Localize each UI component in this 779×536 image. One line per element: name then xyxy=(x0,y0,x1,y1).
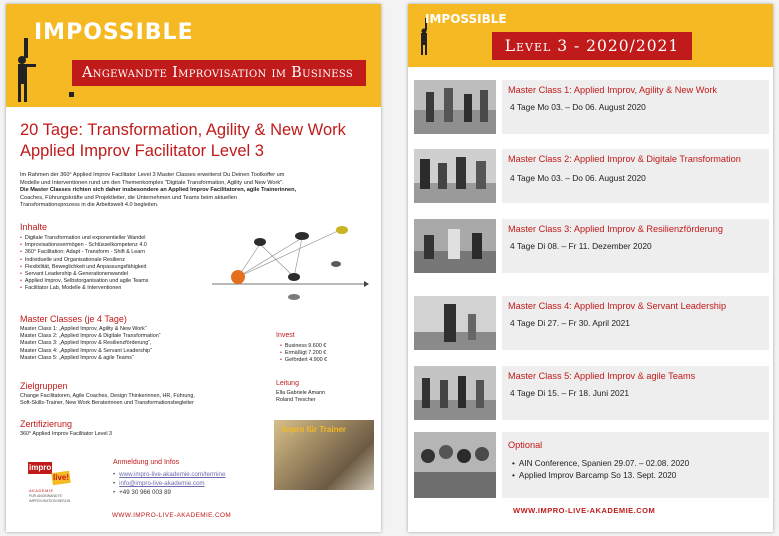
headline xyxy=(20,120,370,162)
list-item: • Individuelle und Organisationale Resilienz xyxy=(20,257,148,264)
list-item: • Servant Leadership & Generationenwandel xyxy=(20,271,148,278)
zertifizierung-text: 360° Applied Improv Facilitator Level 3 xyxy=(20,431,113,437)
master-class-title: Master Class 5: Applied Improv & agile Teams xyxy=(508,371,696,381)
master-class-dates: 4 Tage Mo 03. – Do 06. August 2020 xyxy=(510,102,646,112)
photo-caption: Impro für Trainer xyxy=(282,425,347,434)
master-class-box xyxy=(502,296,769,350)
master-class-title: Master Class 3: Applied Improv & Resilienzförderung xyxy=(508,224,723,234)
section-title-invest: Invest xyxy=(276,332,295,339)
master-class-dates: 4 Tage Mo 03. – Do 06. August 2020 xyxy=(510,173,646,183)
list-item xyxy=(113,479,225,488)
transformation-diagram-image xyxy=(202,222,372,307)
master-class-row xyxy=(414,366,769,420)
section-title-inhalte: Inhalte xyxy=(20,222,48,232)
website-link[interactable]: www.impro-live-akademie.com/termine xyxy=(119,471,226,478)
list-item: • Business 9.600 € xyxy=(280,343,327,350)
logo-subtext: FÜR ANGEWANDTE xyxy=(29,494,62,498)
zielgruppen-text xyxy=(20,393,195,407)
intro-line: Transformationsprozess in die Arbeitswelt 4.0 begleiten. xyxy=(20,202,159,209)
section-title-zielgruppen: Zielgruppen xyxy=(20,381,68,391)
footer-url: WWW.IMPRO-LIVE-AKADEMIE.COM xyxy=(513,506,656,515)
contact-title: Anmeldung und Infos xyxy=(113,459,180,466)
list-item: • Gefördert 4.900 € xyxy=(280,357,327,364)
intro-line: Coaches, Führungskräfte und Projektleiter, die Unternehmen und Teams beim aktuellen xyxy=(20,194,237,201)
master-class-dates: 4 Tage Di 15. – Fr 18. Juni 2021 xyxy=(510,388,630,398)
master-class-box xyxy=(502,219,769,273)
headline-line-1: 20 Tage: Transformation, Agility & New Work xyxy=(20,121,346,139)
optional-box xyxy=(502,432,769,498)
workshop-photo xyxy=(414,80,496,134)
group-photo xyxy=(414,432,496,498)
brochure-page-right xyxy=(408,4,773,532)
leitung-list xyxy=(276,390,325,404)
section-title-zertifizierung: Zertifizierung xyxy=(20,419,73,429)
master-class-title: Master Class 1: Applied Improv, Agility & New Work xyxy=(508,85,717,95)
inhalte-list xyxy=(20,235,148,293)
list-item: Master Class 2: „Applied Improv & Digitale Transformation“ xyxy=(20,333,161,340)
section-title-leitung: Leitung xyxy=(276,380,299,387)
list-item: • Applied Improv Barcamp So 13. Sept. 2020 xyxy=(512,470,689,482)
master-class-box xyxy=(502,149,769,203)
master-class-title: Master Class 4: Applied Improv & Servant Leadership xyxy=(508,301,727,311)
optional-list xyxy=(512,458,689,482)
list-item: • Improvisationsvermögen - Schlüsselkompetenz 4.0 xyxy=(20,242,148,249)
list-item: Ella Gabriele Amann xyxy=(276,390,326,396)
master-class-box xyxy=(502,366,769,420)
list-item xyxy=(113,470,225,479)
text-line: Change Facilitatoren, Agile Coaches, Design Thinkerinnen, HR, Führung, xyxy=(20,393,195,399)
brochure-page-left xyxy=(6,4,381,532)
master-class-box xyxy=(502,80,769,134)
master-class-row xyxy=(414,219,769,273)
list-item: • Applied Improv, Selbstorganisation und agile Teams xyxy=(20,278,148,285)
optional-title: Optional xyxy=(508,440,543,450)
email-link[interactable]: info@impro-live-akademie.com xyxy=(119,480,205,487)
level-banner: Level 3 - 2020/2021 xyxy=(492,32,692,60)
list-item: Roland Trescher xyxy=(276,397,316,404)
intro-line: Die Master Classes richten sich daher insbesondere an Applied Improv Facilitatoren, agile Trainerinnen, xyxy=(20,187,297,194)
footer-url: WWW.IMPRO-LIVE-AKADEMIE.COM xyxy=(112,512,232,519)
headline-line-2: Applied Improv Facilitator Level 3 xyxy=(20,142,264,160)
workshop-photo xyxy=(414,219,496,273)
list-item: Master Class 1: „Applied Improv, Agility & New Work“ xyxy=(20,326,147,332)
master-class-dates: 4 Tage Di 08. – Fr 11. Dezember 2020 xyxy=(510,241,652,251)
list-item: Master Class 4: „Applied Improv & Servant Leadership“ xyxy=(20,347,152,354)
contact-list xyxy=(113,470,225,497)
master-classes-list xyxy=(20,326,161,362)
master-class-row xyxy=(414,296,769,350)
section-title-master-classes: Master Classes (je 4 Tage) xyxy=(20,314,127,324)
logo-subtext: AKADEMIE xyxy=(29,488,54,493)
logo-subtext: IMPROVISATION BERLIN xyxy=(29,499,71,503)
impossible-logo: IMPOSSIBLE xyxy=(425,12,507,26)
decor-mark xyxy=(69,92,74,97)
intro-line: Im Rahmen der 360° Applied Improv Facilitator Level 3 Master Classes erweiterst Du Deinen Toolkoffer um xyxy=(20,172,285,178)
list-item: • Flexibilität, Beweglichkeit und Anpassungsfähigkeit xyxy=(20,264,148,271)
intro-paragraph xyxy=(20,172,365,210)
master-class-row xyxy=(414,80,769,134)
optional-row xyxy=(414,432,769,498)
invest-list xyxy=(280,343,327,365)
impro-logo-word: impro xyxy=(29,463,52,472)
list-item: • Digitale Transformation und exponentieller Wandel xyxy=(20,235,148,242)
impossible-logo: IMPOSSIBLE xyxy=(34,20,194,45)
text-line: Soft-Skills-Trainer, New Work Beraterinnen und Transformationsbegleiter xyxy=(20,400,194,407)
list-item xyxy=(113,488,225,497)
workshop-photo xyxy=(414,149,496,203)
list-item: • Facilitator Lab, Modelle & Interventionen xyxy=(20,285,148,292)
workshop-photo xyxy=(414,296,496,350)
master-class-row xyxy=(414,149,769,203)
intro-line: Modelle und Interventionen rund um den Themenkomplex "Digitale Transformation, Agility und New Work". xyxy=(20,179,284,186)
list-item: • Ermäßigt 7.200 € xyxy=(280,350,327,357)
subtitle-banner: Angewandte Improvisation im Business xyxy=(72,60,366,86)
list-item: Master Class 3: „Applied Improv & Resilienzförderung“, xyxy=(20,340,152,347)
list-item: Master Class 5: „Applied Improv & agile Teams“ xyxy=(20,354,134,361)
list-item: • 360° Facilitation: Adapt - Transform - Shift & Learn xyxy=(20,249,148,256)
master-class-title: Master Class 2: Applied Improv & Digitale Transformation xyxy=(508,154,741,164)
workshop-photo xyxy=(414,366,496,420)
master-class-dates: 4 Tage Di 27. – Fr 30. April 2021 xyxy=(510,318,630,328)
live-logo-word: live! xyxy=(53,473,70,482)
phone-number: +49 30 966 003 89 xyxy=(119,489,171,496)
list-item: • AIN Conference, Spanien 29.07. – 02.08. 2020 xyxy=(512,458,689,470)
